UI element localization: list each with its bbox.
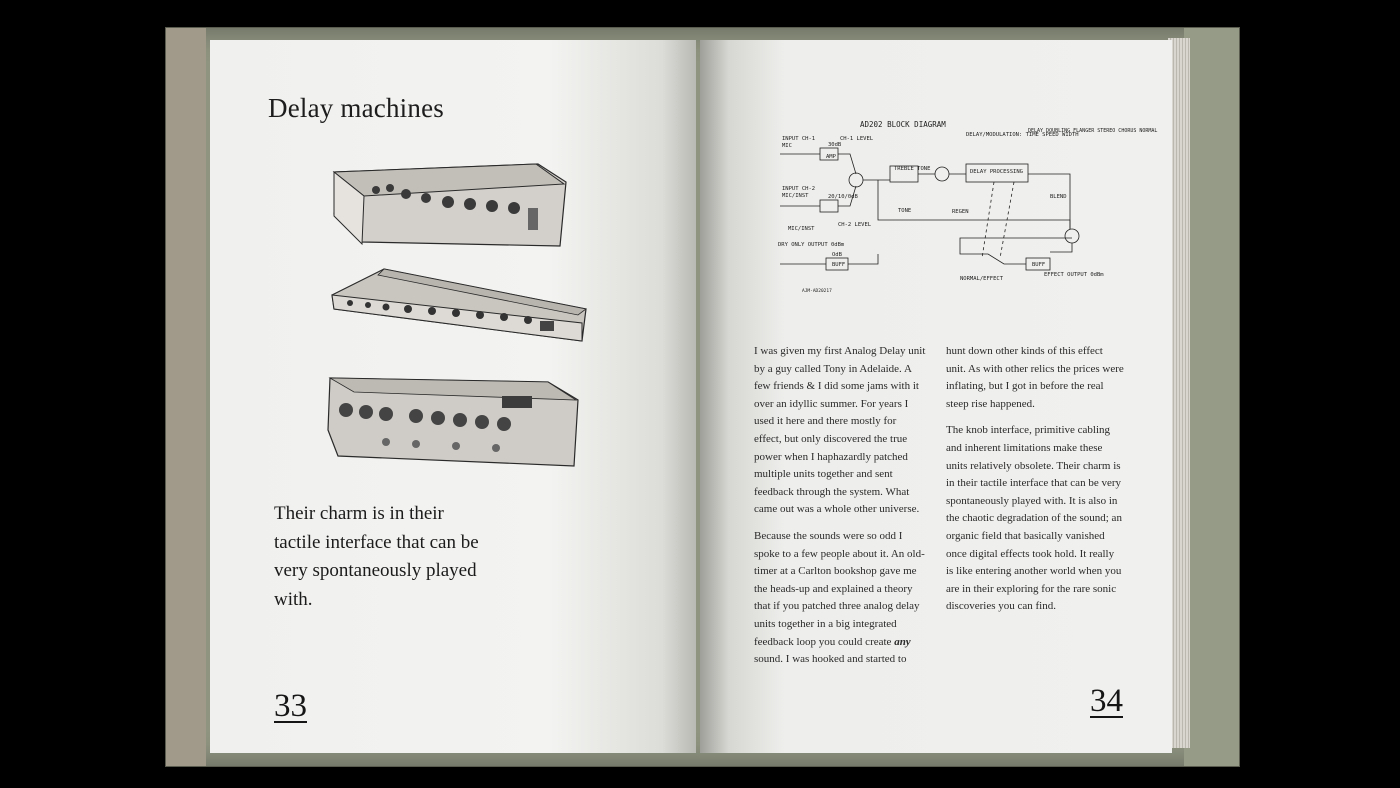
label-effect-out: EFFECT OUTPUT 0dBm bbox=[1044, 272, 1104, 278]
label-30db: 30dB bbox=[828, 142, 842, 148]
text-column-2 bbox=[946, 343, 1124, 625]
cover-spine-edge bbox=[166, 28, 206, 766]
paragraph: I was given my first Analog Delay unit by a guy called Tony in Adelaide. A few friends & I did some jams with it over an idyllic summer. For years I used it here and there mostly for effect, but only discovered the true power when I haphazardly patched multiple units together and sent feedback through the system. What came out was a whole other universe. bbox=[754, 345, 926, 516]
label-input1: INPUT CH-1 bbox=[782, 136, 816, 142]
paragraph-text-end: sound. I was hooked and started to bbox=[754, 653, 907, 666]
delay-unit-illustration-3 bbox=[326, 370, 582, 470]
label-mic-inst-2: MIC/INST bbox=[788, 226, 815, 232]
delay-unit-illustration-2 bbox=[328, 265, 590, 347]
label-delay-mode: DELAY DOUBLING FLANGER STEREO CHORUS NORMAL bbox=[1028, 128, 1158, 134]
block-diagram bbox=[774, 118, 1158, 298]
label-db-range: 20/10/0dB bbox=[828, 194, 858, 200]
label-delay-proc: DELAY PROCESSING bbox=[970, 169, 1023, 175]
paragraph: hunt down other kinds of this effect unit. As with other relics the prices were inflating, but I got in before the real steep rise happened. bbox=[946, 345, 1124, 410]
label-odb: OdB bbox=[832, 252, 842, 258]
right-page bbox=[700, 40, 1172, 753]
label-buff-2: BUFF bbox=[1032, 262, 1046, 268]
delay-unit-illustration-1 bbox=[328, 158, 570, 254]
paragraph: The knob interface, primitive cabling and inherent limitations make these units relatively obsolete. Their charm is in their tactile interface that can be very spontaneously played with. It is also in the chaotic degradation of the sound; an organic field that basically vanished once digital effects took hold. It really is like entering another world when you are in their exploring for the rare sonic discoveries you can find. bbox=[946, 424, 1122, 613]
label-treble: TREBLE TONE bbox=[894, 166, 931, 172]
diagram-title: AD202 BLOCK DIAGRAM bbox=[860, 120, 946, 129]
label-amp: AMP bbox=[826, 154, 836, 160]
label-mic: MIC bbox=[782, 143, 792, 149]
label-input2: INPUT CH-2 bbox=[782, 186, 816, 192]
cover-right-edge bbox=[1184, 28, 1239, 766]
label-ch2-level: CH-2 LEVEL bbox=[838, 222, 872, 228]
label-normal-effect: NORMAL/EFFECT bbox=[960, 276, 1004, 282]
pull-quote: Their charm is in their tactile interface that can be very spontaneously played with. bbox=[274, 503, 479, 610]
label-mic-inst: MIC/INST bbox=[782, 193, 809, 199]
label-ch1-level: CH-1 LEVEL bbox=[840, 136, 874, 142]
label-regen: REGEN bbox=[952, 209, 969, 215]
label-buff-1: BUFF bbox=[832, 262, 846, 268]
paragraph bbox=[754, 528, 926, 669]
label-tone: TONE bbox=[898, 208, 912, 214]
page-number-left: 33 bbox=[274, 688, 307, 724]
page-heading: Delay machines bbox=[268, 93, 444, 123]
left-page bbox=[210, 40, 696, 753]
label-dry-out: DRY ONLY OUTPUT 0dBm bbox=[778, 242, 845, 248]
label-signature: AJM-AD20217 bbox=[802, 289, 832, 294]
text-column-1 bbox=[754, 343, 926, 678]
paragraph-text: Because the sounds were so odd I spoke to a few people about it. An old-timer at a Carlton bookshop gave me the heads-up and explained a theory that if you patched three analog delay units together in a big integrated feedback loop you could create bbox=[754, 529, 925, 648]
page-number-right: 34 bbox=[1090, 683, 1123, 719]
emphasis-any: any bbox=[894, 635, 911, 648]
label-delay-mod: DELAY/MODULATION: TIME SPEED WIDTH bbox=[966, 132, 1079, 138]
label-blend: BLEND bbox=[1050, 194, 1067, 200]
